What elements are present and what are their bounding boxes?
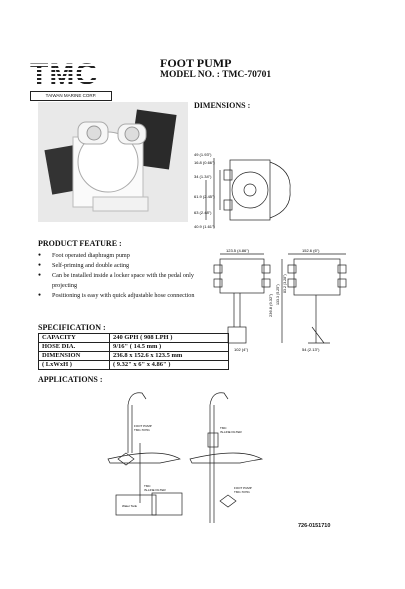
spec-key: HOSE DIA.: [39, 343, 110, 352]
dim-front-h2: 133.3 (5.25"): [276, 284, 280, 305]
dim-front-h4: 102 (4"): [234, 347, 249, 352]
brand-logo: [30, 58, 114, 104]
front-view-drawing: [212, 247, 362, 357]
table-row: [39, 343, 229, 352]
dim-front-h3: 83.2 (3.28"): [283, 274, 287, 293]
spec-value: 236.8 x 152.6 x 123.5 mm: [110, 352, 229, 361]
dim-side-6: 40.9 (1.61"): [194, 224, 215, 229]
spec-key: ( LxWxH ): [39, 361, 110, 370]
spec-value: 240 GPH ( 908 LPH ): [110, 334, 229, 343]
table-row: [39, 361, 229, 370]
table-row: [39, 334, 229, 343]
model-number: MODEL NO. : TMC-70701: [160, 70, 272, 80]
dim-side-3: 34 (1.34"): [194, 174, 212, 179]
feature-item: ● Self-priming and double acting: [38, 261, 208, 271]
feature-item: ● Foot operated diaphragm pump: [38, 251, 208, 261]
dim-side-4: 61.9 (2.45"): [194, 194, 215, 199]
features-heading: PRODUCT FEATURE :: [38, 239, 122, 248]
side-view-drawing: [192, 140, 297, 235]
applications-heading: APPLICATIONS :: [38, 375, 103, 384]
app-right-label: TMC: [220, 426, 227, 430]
document-code: 726-0151710: [298, 523, 331, 529]
features-list: [38, 251, 208, 301]
dim-side-2: 16.8 (0.66"): [194, 160, 215, 165]
feature-item: ● Positioning is easy with quick adjustable hose connection: [38, 291, 208, 301]
dim-front-h5: 54 (2.13"): [302, 347, 320, 352]
app-left-label: IN-LINE FILTER: [144, 488, 166, 492]
spec-value: 9/16" ( 14.5 mm ): [110, 343, 229, 352]
app-right-label: IN-LINE FILTER: [220, 430, 242, 434]
app-right-label: TMC-70701: [234, 490, 250, 494]
table-row: [39, 352, 229, 361]
app-left-label: TMC: [144, 484, 151, 488]
spec-key: DIMENSION: [39, 352, 110, 361]
dim-front-w2: 152.6 (6"): [302, 248, 320, 253]
app-left-label: TMC-70701: [134, 428, 150, 432]
dim-side-5: 63 (2.48"): [194, 210, 212, 215]
applications-diagram: [100, 383, 310, 523]
app-right-label: FOOT PUMP: [234, 486, 252, 490]
logo-tagline: TAIWAN MARINE CORP.: [30, 91, 112, 101]
app-left-label: FOOT PUMP: [134, 424, 152, 428]
dimensions-heading: DIMENSIONS :: [194, 101, 251, 110]
specification-heading: SPECIFICATION :: [38, 323, 106, 332]
dim-front-h1: 236.8 (9.32"): [268, 294, 273, 317]
dim-side-1: 49 (1.93"): [194, 152, 212, 157]
logo-wordmark: TMC: [30, 58, 98, 91]
dim-front-w1: 123.5 (4.86"): [226, 248, 249, 253]
feature-item: ● Can be installed inside a locker space with the pedal only projecting: [38, 271, 208, 291]
product-photo: [38, 102, 188, 222]
page-title: FOOT PUMP: [160, 56, 232, 70]
spec-value: ( 9.32" x 6" x 4.86" ): [110, 361, 229, 370]
app-left-label: Water Tank: [122, 504, 138, 508]
spec-key: CAPACITY: [39, 334, 110, 343]
specification-table: [38, 333, 229, 370]
